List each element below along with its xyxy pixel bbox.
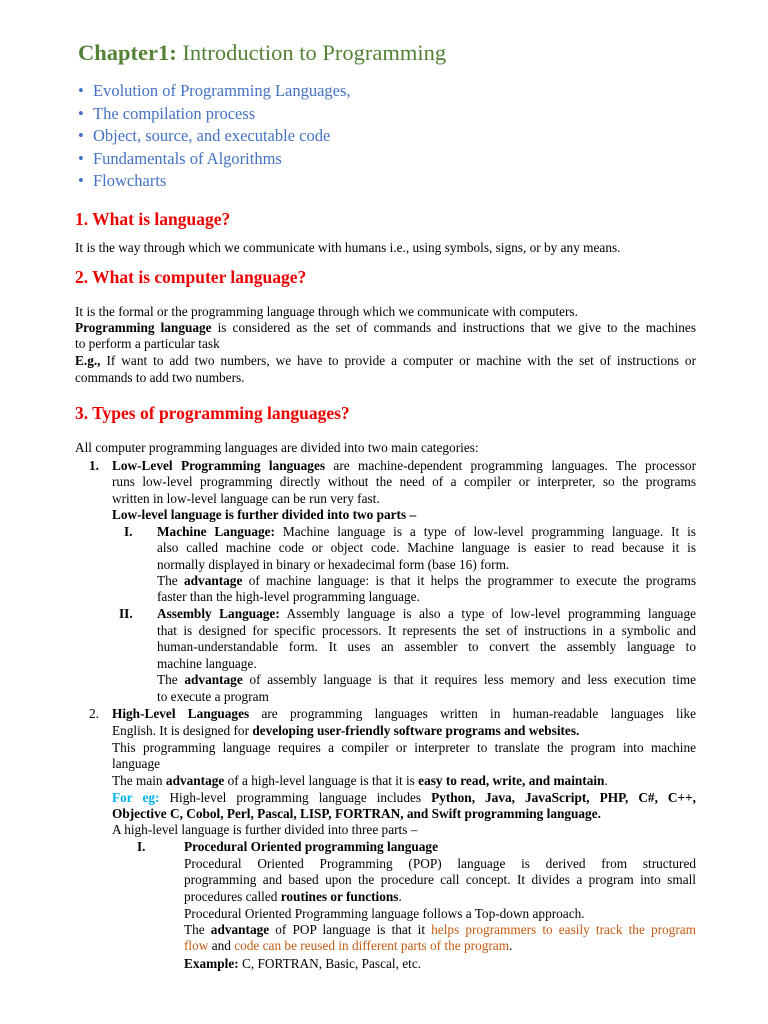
- paragraph: human-understandable form. It uses an assembler to convert the assembly language to: [157, 639, 696, 654]
- bullet-icon: •: [78, 126, 84, 146]
- list-item: Assembly Language: Assembly language is also a type of low-level programming language: [157, 606, 697, 621]
- bullet-icon: •: [78, 171, 84, 191]
- paragraph: machine language.: [157, 656, 257, 671]
- list-number: I.: [137, 839, 146, 854]
- list-item: • Object, source, and executable code: [78, 125, 351, 148]
- paragraph: Procedural Oriented Programming (POP) language is derived from structured: [184, 856, 696, 871]
- highlight-text: code can be reused in different parts of the program: [234, 938, 510, 953]
- chapter-title: [78, 40, 446, 66]
- list-item: Machine Language: Machine language is a type of low-level programming language. It is: [157, 524, 696, 539]
- bullet-icon: •: [78, 148, 84, 168]
- list-number: II.: [119, 606, 133, 621]
- paragraph: Programming language is considered as the set of commands and instructions that we give to the machines: [75, 320, 696, 335]
- paragraph: language: [112, 756, 160, 771]
- paragraph: programming and based upon the procedure call concept. It divides a program into small: [184, 872, 696, 887]
- paragraph: runs low-level programming directly without the need of a compiler or interpreter, so the programs: [112, 474, 696, 489]
- section-heading-types: 3. Types of programming languages?: [75, 403, 350, 423]
- for-eg-label: For eg:: [112, 790, 160, 805]
- subheading: A high-level language is further divided into three parts –: [112, 822, 418, 837]
- bullet-icon: •: [78, 81, 84, 100]
- paragraph: E.g., If want to add two numbers, we have to provide a computer or machine with the set of instructions or: [75, 353, 696, 368]
- list-number: 2.: [89, 706, 99, 721]
- paragraph: faster than the high-level programming language.: [157, 589, 420, 604]
- paragraph: It is the formal or the programming language through which we communicate with computers.: [75, 304, 578, 319]
- paragraph: Objective C, Cobol, Perl, Pascal, LISP, FORTRAN, and Swift programming language.: [112, 806, 601, 821]
- paragraph: procedures called routines or functions.: [184, 889, 402, 904]
- paragraph: For eg: High-level programming language includes Python, Java, JavaScript, PHP, C#, C++,: [112, 790, 696, 805]
- paragraph: The main advantage of a high-level language is that it is easy to read, write, and maintain.: [112, 773, 608, 788]
- chapter-name: Introduction to Programming: [176, 40, 447, 65]
- list-item: • Evolution of Programming Languages,: [78, 80, 351, 103]
- section-heading-language: 1. What is language?: [75, 209, 231, 229]
- paragraph: The advantage of assembly language is that it requires less memory and less execution time: [157, 672, 697, 687]
- paragraph: All computer programming languages are divided into two main categories:: [75, 440, 479, 455]
- paragraph: This programming language requires a compiler or interpreter to translate the program into machine: [112, 740, 696, 755]
- list-item: • The compilation process: [78, 103, 351, 126]
- bullet-icon: •: [78, 103, 84, 123]
- paragraph: written in low-level language can be run very fast.: [112, 491, 380, 506]
- list-item: Low-Level Programming languages are machine-dependent programming languages. The processor: [112, 458, 696, 473]
- paragraph: to perform a particular task: [75, 336, 220, 351]
- paragraph: The advantage of POP language is that it helps programmers to easily track the program: [184, 922, 697, 937]
- paragraph: also called machine code or object code. Machine language is easier to read because it is: [157, 540, 696, 555]
- list-item: • Flowcharts: [78, 170, 351, 193]
- paragraph: Procedural Oriented Programming language follows a Top-down approach.: [184, 906, 585, 921]
- paragraph: The advantage of machine language: is that it helps the programmer to execute the programs: [157, 573, 696, 588]
- paragraph: flow and code can be reused in different parts of the program.: [184, 938, 513, 953]
- chapter-number: Chapter1:: [78, 40, 177, 65]
- highlight-text: helps programmers to easily track the program: [431, 922, 697, 937]
- list-item: High-Level Languages are programming languages written in human-readable languages like: [112, 706, 696, 721]
- paragraph: normally displayed in binary or hexadecimal form (base 16) form.: [157, 557, 510, 572]
- section-heading-computer-language: 2. What is computer language?: [75, 267, 307, 287]
- list-item: • Fundamentals of Algorithms: [78, 148, 351, 171]
- paragraph: commands to add two numbers.: [75, 370, 245, 385]
- list-number: 1.: [89, 458, 99, 473]
- paragraph: to execute a program: [157, 689, 269, 704]
- subheading: Low-level language is further divided into two parts –: [112, 507, 417, 522]
- paragraph: that is designed for specific processors. It represents the set of instructions in a symbolic and: [157, 623, 696, 638]
- highlight-text: flow: [184, 938, 209, 953]
- paragraph: English. It is designed for developing user-friendly software programs and websites.: [112, 723, 580, 738]
- list-item: Procedural Oriented programming language: [184, 839, 438, 854]
- paragraph: Example: C, FORTRAN, Basic, Pascal, etc.: [184, 956, 422, 971]
- paragraph: It is the way through which we communicate with humans i.e., using symbols, signs, or by any means.: [75, 240, 621, 255]
- topic-list: [78, 80, 351, 193]
- list-number: I.: [124, 524, 133, 539]
